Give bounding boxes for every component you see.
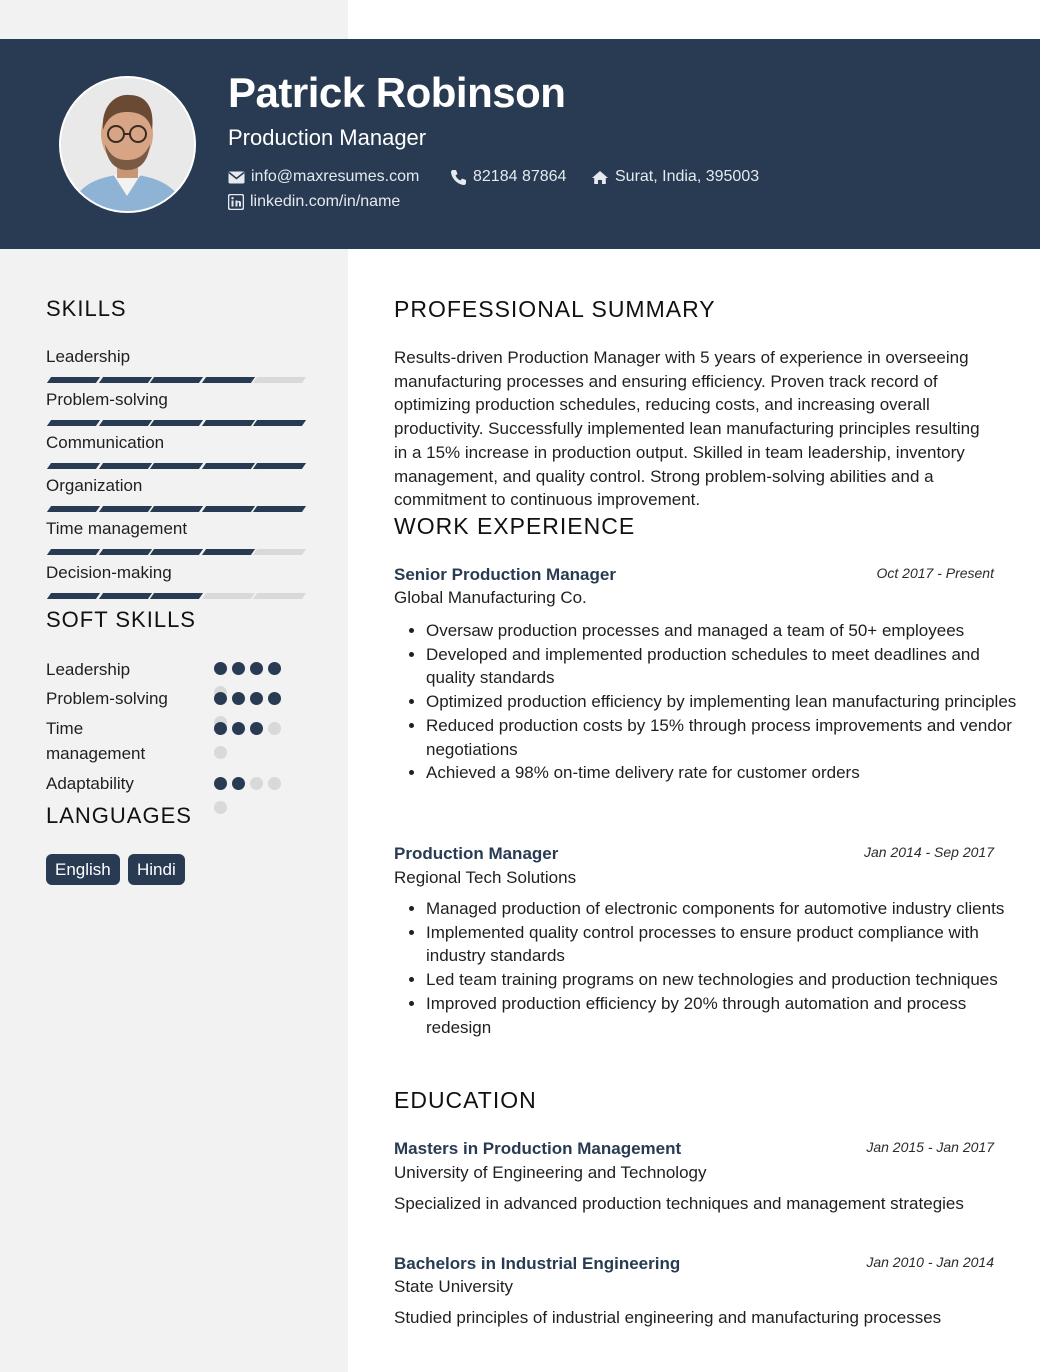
job-bullets — [394, 897, 1031, 1039]
skill-segment-filled — [201, 463, 254, 469]
skill-segment-filled — [47, 549, 100, 555]
skill-label: Leadership — [46, 347, 131, 366]
skill-bar — [46, 549, 302, 555]
linkedin-contact[interactable] — [228, 193, 400, 211]
education-school: University of Engineering and Technology — [394, 1163, 707, 1182]
soft-skill-dots — [214, 777, 294, 817]
profile-photo-icon — [61, 78, 194, 211]
skill-segment-filled — [98, 593, 151, 599]
education-description: Specialized in advanced production techniques and management strategies — [394, 1194, 964, 1213]
avatar — [59, 76, 196, 213]
skill-segment-filled — [47, 420, 100, 426]
education-school: State University — [394, 1277, 514, 1296]
skill-segment-filled — [201, 377, 254, 383]
skill-segment-filled — [253, 463, 306, 469]
job-company: Regional Tech Solutions — [394, 868, 577, 887]
skill-label: Organization — [46, 476, 143, 495]
rating-dot-filled — [268, 662, 281, 675]
skill-segment-filled — [98, 420, 151, 426]
job-bullet: • Led team training programs on new technologies and production techniques — [426, 968, 1031, 992]
rating-dot-empty — [214, 746, 227, 759]
skill-segment-filled — [98, 549, 151, 555]
skill-segment-filled — [201, 420, 254, 426]
language-tag: Hindi — [128, 854, 185, 885]
skill-segment-filled — [150, 463, 203, 469]
skill-segment-filled — [98, 506, 151, 512]
skill-bar — [46, 506, 302, 512]
job-bullet: • Achieved a 98% on-time delivery rate for customer orders — [426, 761, 1031, 785]
soft-skill-label: Time management — [46, 719, 146, 763]
home-icon — [591, 170, 609, 185]
skill-segment-filled — [150, 593, 203, 599]
rating-dot-filled — [232, 692, 245, 705]
skill-segment-filled — [47, 506, 100, 512]
linkedin-text[interactable]: linkedin.com/in/name — [250, 193, 401, 210]
job-bullet: • Implemented quality control processes to ensure product compliance with industry standards — [426, 921, 1031, 968]
rating-dot-filled — [250, 662, 263, 675]
skill-segment-filled — [253, 506, 306, 512]
skill-segment-filled — [47, 463, 100, 469]
skill-segment-filled — [98, 377, 151, 383]
skill-bar — [46, 377, 302, 383]
education-heading: EDUCATION — [394, 1087, 537, 1113]
candidate-name: Patrick Robinson — [228, 69, 566, 116]
job-dates: Oct 2017 - Present — [876, 565, 994, 581]
experience-heading: WORK EXPERIENCE — [394, 513, 636, 539]
email-text[interactable]: info@maxresumes.com — [251, 168, 420, 185]
skill-segment-empty — [253, 593, 306, 599]
rating-dot-filled — [232, 722, 245, 735]
candidate-title: Production Manager — [228, 125, 427, 150]
job-bullet: • Oversaw production processes and managed a team of 50+ employees — [426, 619, 1031, 643]
skill-label: Time management — [46, 519, 188, 538]
rating-dot-filled — [232, 777, 245, 790]
skill-segment-filled — [47, 377, 100, 383]
skill-label: Problem-solving — [46, 390, 168, 409]
soft-skill-dots — [214, 722, 294, 762]
skill-segment-empty — [201, 593, 254, 599]
job-title: Senior Production Manager — [394, 565, 616, 584]
job-bullets — [394, 619, 1031, 785]
skill-segment-filled — [253, 420, 306, 426]
rating-dot-empty — [250, 777, 263, 790]
job-bullet: • Reduced production costs by 15% through process improvements and vendor negotiations — [426, 714, 1031, 761]
soft-skill-label: Adaptability — [46, 774, 134, 793]
rating-dot-filled — [268, 692, 281, 705]
skills-heading: SKILLS — [46, 296, 127, 321]
rating-dot-filled — [214, 722, 227, 735]
skill-segment-empty — [253, 377, 306, 383]
soft-skill-label: Leadership — [46, 660, 131, 679]
skill-bar — [46, 420, 302, 426]
rating-dot-filled — [214, 777, 227, 790]
soft-skill-label: Problem-solving — [46, 689, 168, 708]
job-bullet: • Managed production of electronic components for automotive industry clients — [426, 897, 1031, 921]
education-dates: Jan 2010 - Jan 2014 — [866, 1254, 994, 1270]
skill-segment-filled — [201, 549, 254, 555]
location-contact — [591, 168, 759, 186]
skill-segment-filled — [47, 593, 100, 599]
job-company: Global Manufacturing Co. — [394, 588, 587, 607]
summary-text: Results-driven Production Manager with 5 years of experience in overseeing manufacturing processes and ensuring efficiency. Proven track record of optimizing production schedules, reducing costs, and increasing overall productivity. Successfully implemented lean manufacturing principles resulting in a 15% increase in production output. Skilled in team leadership, inventory management, and quality control. Strong problem-solving abilities and a commitment to continuous improvement. — [394, 348, 980, 510]
skill-segment-filled — [150, 549, 203, 555]
education-degree: Masters in Production Management — [394, 1139, 682, 1158]
rating-dot-filled — [250, 722, 263, 735]
rating-dot-filled — [250, 692, 263, 705]
resume-header — [0, 39, 1040, 249]
location-text: Surat, India, 395003 — [615, 168, 760, 185]
languages-heading: LANGUAGES — [46, 803, 192, 828]
rating-dot-empty — [214, 801, 227, 814]
rating-dot-filled — [214, 692, 227, 705]
skill-segment-empty — [253, 549, 306, 555]
education-description: Studied principles of industrial engineering and manufacturing processes — [394, 1308, 942, 1327]
education-dates: Jan 2015 - Jan 2017 — [866, 1139, 994, 1155]
language-tag: English — [46, 854, 120, 885]
skill-label: Communication — [46, 433, 165, 452]
job-dates: Jan 2014 - Sep 2017 — [864, 844, 994, 860]
skill-segment-filled — [150, 377, 203, 383]
skill-label: Decision-making — [46, 563, 172, 582]
rating-dot-empty — [268, 722, 281, 735]
envelope-icon — [228, 171, 245, 184]
rating-dot-filled — [232, 662, 245, 675]
skill-segment-filled — [201, 506, 254, 512]
skill-segment-filled — [98, 463, 151, 469]
email-contact[interactable] — [228, 168, 419, 186]
skill-bar — [46, 593, 302, 599]
rating-dot-filled — [214, 662, 227, 675]
education-degree: Bachelors in Industrial Engineering — [394, 1254, 681, 1273]
job-bullet: • Optimized production efficiency by implementing lean manufacturing principles — [426, 690, 1031, 714]
skill-segment-filled — [150, 420, 203, 426]
skill-bar — [46, 463, 302, 469]
job-bullet: • Developed and implemented production schedules to meet deadlines and quality standards — [426, 643, 1031, 690]
phone-contact[interactable] — [450, 168, 566, 186]
soft-skills-heading: SOFT SKILLS — [46, 607, 196, 632]
phone-icon — [450, 169, 467, 186]
job-bullet: • Improved production efficiency by 20% through automation and process redesign — [426, 992, 1031, 1039]
summary-heading: PROFESSIONAL SUMMARY — [394, 296, 716, 322]
phone-text: 82184 87864 — [473, 168, 567, 185]
skill-segment-filled — [150, 506, 203, 512]
linkedin-icon — [228, 194, 244, 210]
job-title: Production Manager — [394, 844, 559, 863]
rating-dot-empty — [268, 777, 281, 790]
